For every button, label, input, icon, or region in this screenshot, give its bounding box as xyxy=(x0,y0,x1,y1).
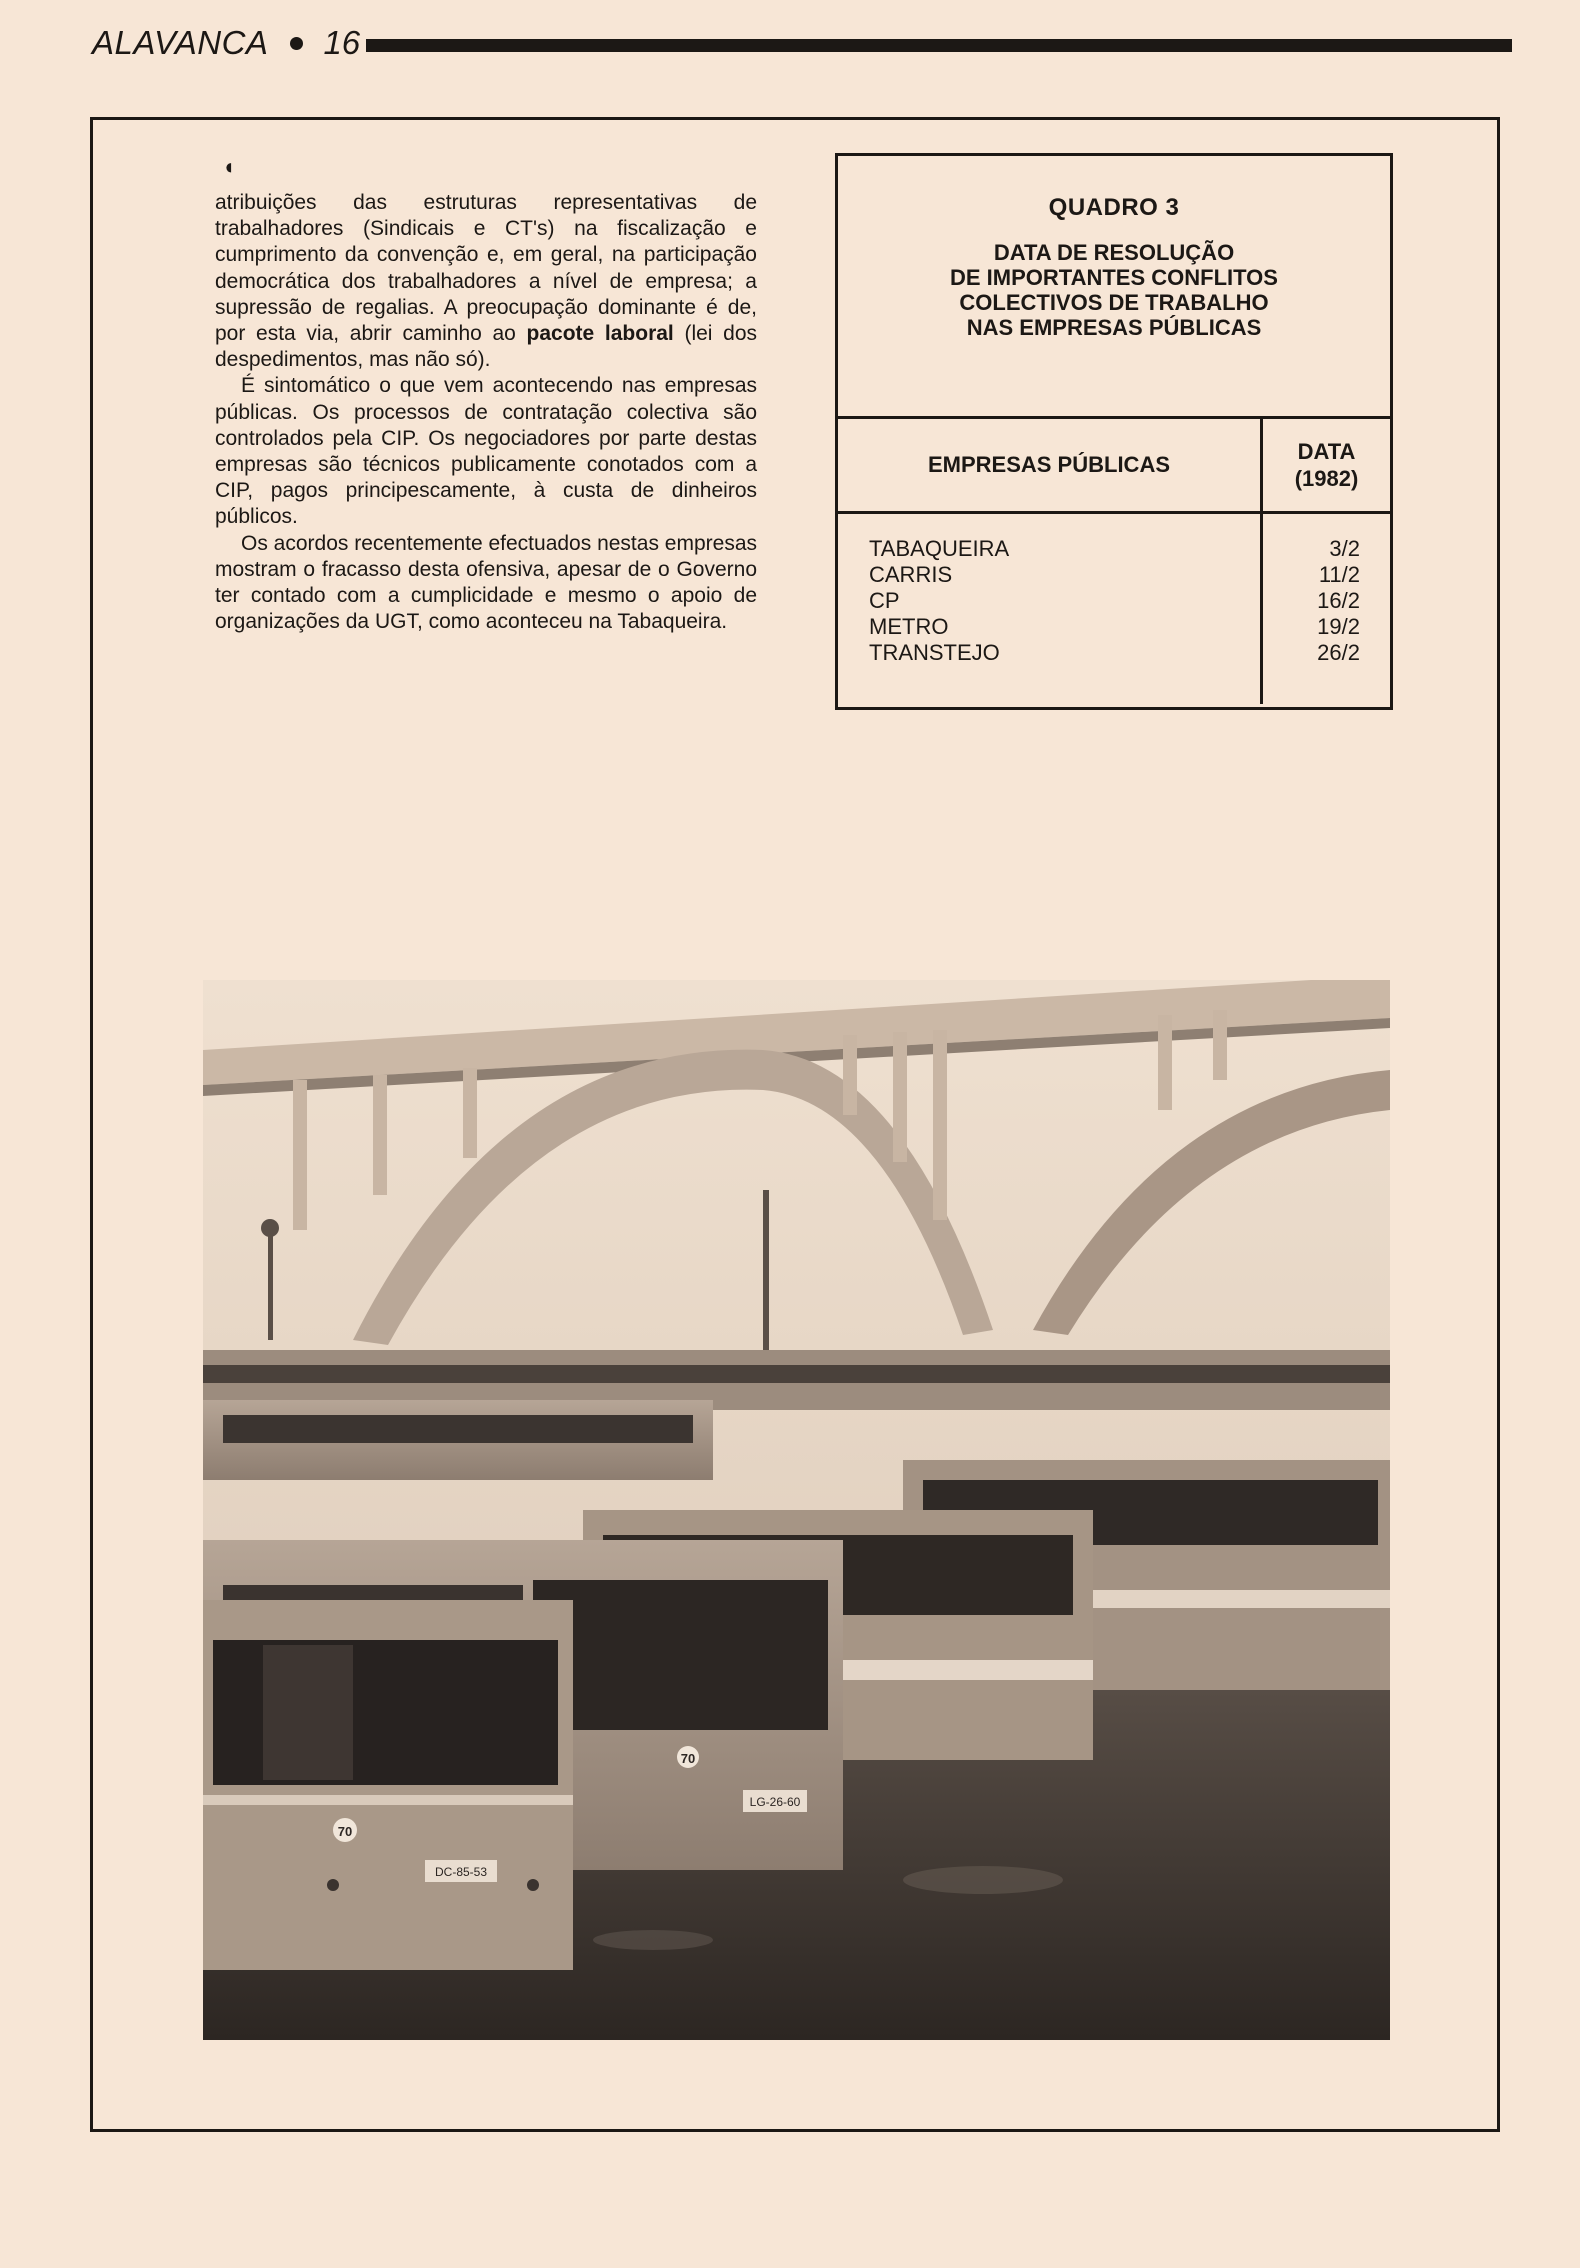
publication-name: ALAVANCA xyxy=(92,24,269,61)
data-column xyxy=(1263,514,1390,704)
table-column-headers xyxy=(838,419,1390,514)
table-cell: 16/2 xyxy=(1317,588,1360,613)
page-header xyxy=(92,18,1512,68)
article-paragraph-2: É sintomático o que vem acontecendo nas empresas públicas. Os processos de contratação colectiva são controlados pela CIP. Os negociadores por parte destas empresas são técnicos publicamente conotados com a CIP, pagos principescamente, à custa de dinheiros públicos. xyxy=(215,374,757,529)
svg-text:70: 70 xyxy=(337,1824,353,1839)
header-rule xyxy=(366,39,1512,52)
article-paragraph-1: atribuições das estruturas representativas de trabalhadores (Sindicais e CT's) na fiscalização e cumprimento da convenção e, em geral, na participação democrática dos trabalhadores a nível de empresa; a supressão de regalias. A preocupação dominante é de, por esta via, abrir caminho ao pacote laboral (lei dos despedimentos, mas não só). xyxy=(215,191,757,372)
table-cell: 11/2 xyxy=(1318,562,1360,587)
table-row: TRANSTEJO xyxy=(869,640,1000,665)
bold-term: pacote laboral xyxy=(526,322,674,346)
table-title: DATA DE RESOLUÇÃO DE IMPORTANTES CONFLITOS COLECTIVOS DE TRABALHO NAS EMPRESAS PÚBLICAS xyxy=(950,240,1278,340)
table-number: QUADRO 3 xyxy=(1048,194,1180,221)
table-row: TABAQUEIRA xyxy=(869,536,1010,561)
table-cell: 19/2 xyxy=(1317,614,1360,639)
bullet-dot-icon xyxy=(290,37,303,50)
continuation-mark-icon: ◖ xyxy=(222,154,236,179)
table-row: CP xyxy=(869,588,900,613)
table-row: METRO xyxy=(869,614,949,639)
table-cell: 26/2 xyxy=(1317,640,1360,665)
quadro-3-table xyxy=(835,153,1393,710)
svg-text:70: 70 xyxy=(680,1751,696,1766)
photo-bus-depot-under-bridge xyxy=(203,980,1390,2040)
empresas-column xyxy=(838,514,1263,704)
table-row: CARRIS xyxy=(869,562,953,587)
column-header-data: DATA (1982) xyxy=(1294,439,1359,491)
page-number: 16 xyxy=(323,24,361,61)
photo-illustration xyxy=(203,980,1390,2040)
svg-text:LG-26-60: LG-26-60 xyxy=(749,1795,801,1809)
article-paragraph-3: Os acordos recentemente efectuados nestas empresas mostram o fracasso desta ofensiva, apesar de o Governo ter contado com a cumplicidade e mesmo o apoio de organizações da UGT, como aconteceu na Tabaqueira. xyxy=(215,531,757,634)
table-heading xyxy=(838,156,1390,419)
table-body xyxy=(838,514,1390,704)
column-header-empresas: EMPRESAS PÚBLICAS xyxy=(838,419,1263,511)
article-text xyxy=(215,190,757,635)
table-cell: 3/2 xyxy=(1329,536,1360,561)
bus-front-left xyxy=(203,1600,573,1970)
svg-text:DC-85-53: DC-85-53 xyxy=(434,1865,488,1879)
